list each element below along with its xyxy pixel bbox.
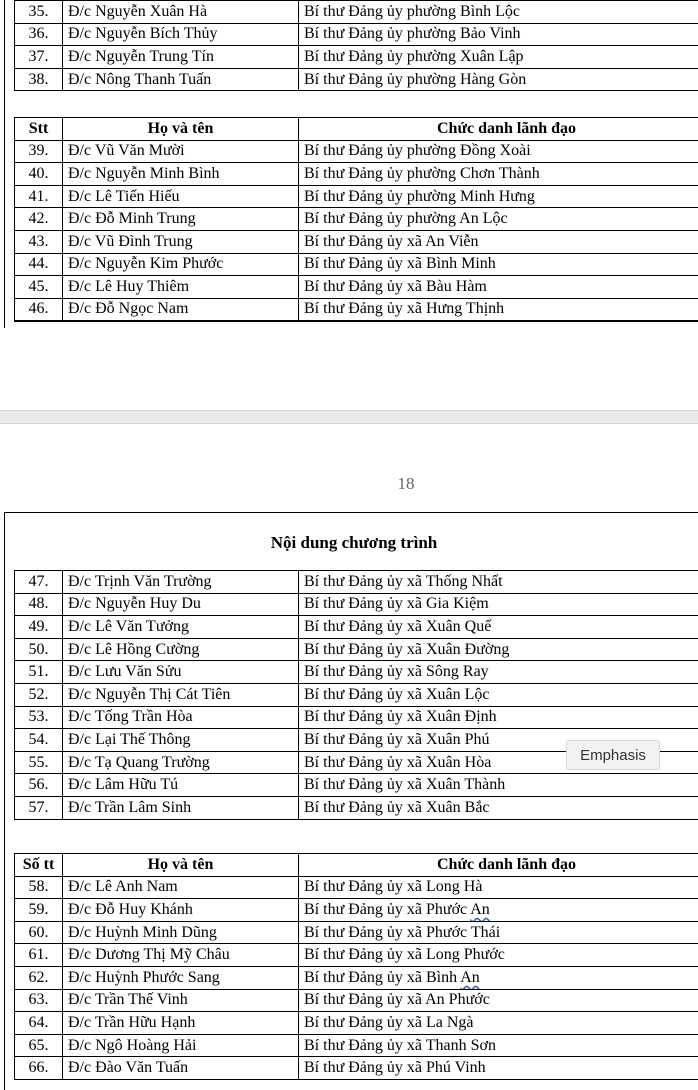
table-row bbox=[15, 23, 698, 46]
table-row bbox=[15, 683, 698, 706]
row-name: Đ/c Tạ Quang Trường bbox=[63, 751, 299, 774]
left-margin-rule bbox=[4, 0, 5, 328]
row-title: Bí thư Đảng ủy xã Xuân Bắc bbox=[299, 796, 698, 819]
leaders-table-b bbox=[14, 570, 698, 820]
row-title: Bí thư Đảng ủy xã Xuân Lộc bbox=[299, 683, 698, 706]
row-name: Đ/c Tống Trần Hòa bbox=[63, 706, 299, 729]
row-title: Bí thư Đảng ủy xã An Viễn bbox=[299, 230, 698, 253]
row-name: Đ/c Lê Tiến Hiếu bbox=[63, 185, 299, 208]
row-number: 54. bbox=[15, 729, 63, 752]
row-number: 44. bbox=[15, 253, 63, 276]
row-title: Bí thư Đảng ủy xã Thống Nhất bbox=[299, 571, 698, 594]
table-row bbox=[15, 276, 698, 299]
row-name: Đ/c Lê Huy Thiêm bbox=[63, 276, 299, 299]
row-name: Đ/c Vũ Văn Mười bbox=[63, 140, 299, 163]
row-number: 37. bbox=[15, 46, 63, 69]
row-name: Đ/c Huỳnh Minh Dũng bbox=[63, 921, 299, 944]
header-so-tt: Số tt bbox=[15, 854, 63, 877]
row-name: Đ/c Lê Văn Tưởng bbox=[63, 616, 299, 639]
row-name: Đ/c Nguyễn Thị Cát Tiên bbox=[63, 683, 299, 706]
row-title: Bí thư Đảng ủy xã Bình An bbox=[299, 966, 698, 989]
table-row bbox=[15, 185, 698, 208]
emphasis-tooltip[interactable]: Emphasis bbox=[566, 740, 660, 770]
header-title: Chức danh lãnh đạo bbox=[299, 854, 698, 877]
row-name: Đ/c Nông Thanh Tuấn bbox=[63, 68, 299, 91]
table-row bbox=[15, 1034, 698, 1057]
row-number: 35. bbox=[15, 1, 63, 24]
row-name: Đ/c Nguyễn Xuân Hà bbox=[63, 1, 299, 24]
page-separator bbox=[0, 410, 698, 424]
row-title: Bí thư Đảng ủy xã Gia Kiệm bbox=[299, 593, 698, 616]
row-name: Đ/c Đỗ Ngọc Nam bbox=[63, 298, 299, 321]
row-title: Bí thư Đảng ủy xã Bình Minh bbox=[299, 253, 698, 276]
row-number: 52. bbox=[15, 683, 63, 706]
row-title: Bí thư Đảng ủy xã La Ngà bbox=[299, 1012, 698, 1035]
spellcheck-marked-word: An bbox=[460, 968, 480, 986]
section-title: Nội dung chương trình bbox=[270, 533, 438, 552]
table-row bbox=[15, 1012, 698, 1035]
row-title: Bí thư Đảng ủy xã Bàu Hàm bbox=[299, 276, 698, 299]
row-title: Bí thư Đảng ủy xã Xuân Định bbox=[299, 706, 698, 729]
row-number: 39. bbox=[15, 140, 63, 163]
row-number: 64. bbox=[15, 1012, 63, 1035]
leaders-table-top bbox=[14, 0, 698, 91]
table-row bbox=[15, 1057, 698, 1080]
row-number: 65. bbox=[15, 1034, 63, 1057]
table-row bbox=[15, 253, 698, 276]
row-title: Bí thư Đảng ủy xã Hưng Thịnh bbox=[299, 298, 698, 321]
row-number: 51. bbox=[15, 661, 63, 684]
row-name: Đ/c Huỳnh Phước Sang bbox=[63, 966, 299, 989]
table-row bbox=[15, 163, 698, 186]
leaders-table-c bbox=[14, 853, 698, 1080]
row-name: Đ/c Đào Văn Tuấn bbox=[63, 1057, 299, 1080]
row-title: Bí thư Đảng ủy xã Xuân Quế bbox=[299, 616, 698, 639]
row-number: 66. bbox=[15, 1057, 63, 1080]
row-number: 42. bbox=[15, 208, 63, 231]
row-number: 60. bbox=[15, 921, 63, 944]
row-number: 62. bbox=[15, 966, 63, 989]
row-name: Đ/c Đỗ Huy Khánh bbox=[63, 899, 299, 922]
table-row bbox=[15, 616, 698, 639]
table-row bbox=[15, 140, 698, 163]
row-number: 36. bbox=[15, 23, 63, 46]
table-row bbox=[15, 966, 698, 989]
row-title: Bí thư Đảng ủy phường Chơn Thành bbox=[299, 163, 698, 186]
row-number: 50. bbox=[15, 638, 63, 661]
row-number: 61. bbox=[15, 944, 63, 967]
row-number: 49. bbox=[15, 616, 63, 639]
table-row bbox=[15, 774, 698, 797]
row-title: Bí thư Đảng ủy xã Thanh Sơn bbox=[299, 1034, 698, 1057]
row-name: Đ/c Dương Thị Mỹ Châu bbox=[63, 944, 299, 967]
row-name: Đ/c Nguyễn Trung Tín bbox=[63, 46, 299, 69]
row-number: 48. bbox=[15, 593, 63, 616]
row-number: 55. bbox=[15, 751, 63, 774]
row-number: 53. bbox=[15, 706, 63, 729]
table-row bbox=[15, 298, 698, 321]
row-title: Bí thư Đảng ủy xã Long Hà bbox=[299, 876, 698, 899]
row-number: 63. bbox=[15, 989, 63, 1012]
row-number: 43. bbox=[15, 230, 63, 253]
table-row bbox=[15, 989, 698, 1012]
left-margin-rule bbox=[4, 512, 5, 1090]
row-name: Đ/c Lê Hồng Cường bbox=[63, 638, 299, 661]
spellcheck-marked-word: An bbox=[470, 900, 490, 918]
row-name: Đ/c Lâm Hữu Tú bbox=[63, 774, 299, 797]
row-title: Bí thư Đảng ủy xã Long Phước bbox=[299, 944, 698, 967]
row-name: Đ/c Trịnh Văn Trường bbox=[63, 571, 299, 594]
row-title: Bí thư Đảng ủy phường Xuân Lập bbox=[299, 46, 698, 69]
table-row bbox=[15, 230, 698, 253]
table-row bbox=[15, 661, 698, 684]
table-row bbox=[15, 68, 698, 91]
row-name: Đ/c Lê Anh Nam bbox=[63, 876, 299, 899]
row-title: Bí thư Đảng ủy xã Phước Thái bbox=[299, 921, 698, 944]
row-name: Đ/c Đỗ Minh Trung bbox=[63, 208, 299, 231]
table-row bbox=[15, 46, 698, 69]
header-name: Họ và tên bbox=[63, 854, 299, 877]
row-title: Bí thư Đảng ủy phường Đồng Xoài bbox=[299, 140, 698, 163]
row-title: Bí thư Đảng ủy xã Phước An bbox=[299, 899, 698, 922]
row-title: Bí thư Đảng ủy phường Minh Hưng bbox=[299, 185, 698, 208]
table-row bbox=[15, 638, 698, 661]
row-number: 58. bbox=[15, 876, 63, 899]
table-row bbox=[15, 571, 698, 594]
table-row bbox=[15, 899, 698, 922]
table-row bbox=[15, 796, 698, 819]
header-name: Họ và tên bbox=[63, 118, 299, 141]
row-name: Đ/c Nguyễn Huy Du bbox=[63, 593, 299, 616]
table-header-row bbox=[15, 854, 698, 877]
row-name: Đ/c Trần Lâm Sinh bbox=[63, 796, 299, 819]
row-number: 40. bbox=[15, 163, 63, 186]
row-name: Đ/c Ngô Hoàng Hải bbox=[63, 1034, 299, 1057]
row-number: 59. bbox=[15, 899, 63, 922]
row-name: Đ/c Nguyễn Bích Thủy bbox=[63, 23, 299, 46]
table-row bbox=[15, 593, 698, 616]
row-title: Bí thư Đảng ủy xã Xuân Thành bbox=[299, 774, 698, 797]
row-number: 47. bbox=[15, 571, 63, 594]
row-name: Đ/c Nguyễn Kim Phước bbox=[63, 253, 299, 276]
row-title: Bí thư Đảng ủy phường Bình Lộc bbox=[299, 1, 698, 24]
row-number: 45. bbox=[15, 276, 63, 299]
table-row bbox=[15, 921, 698, 944]
row-name: Đ/c Trần Thế Vinh bbox=[63, 989, 299, 1012]
row-title: Bí thư Đảng ủy phường Hàng Gòn bbox=[299, 68, 698, 91]
row-name: Đ/c Nguyễn Minh Bình bbox=[63, 163, 299, 186]
row-name: Đ/c Lại Thế Thông bbox=[63, 729, 299, 752]
table-row bbox=[15, 876, 698, 899]
row-title: Bí thư Đảng ủy xã Xuân Đường bbox=[299, 638, 698, 661]
leaders-table-a bbox=[14, 117, 698, 322]
row-number: 46. bbox=[15, 298, 63, 321]
row-number: 38. bbox=[15, 68, 63, 91]
row-number: 56. bbox=[15, 774, 63, 797]
row-title: Bí thư Đảng ủy xã Xuân Hòa bbox=[299, 751, 698, 774]
row-title: Bí thư Đảng ủy xã Sông Ray bbox=[299, 661, 698, 684]
header-stt: Stt bbox=[15, 118, 63, 141]
table-row bbox=[15, 706, 698, 729]
row-title: Bí thư Đảng ủy phường Bảo Vinh bbox=[299, 23, 698, 46]
row-title: Bí thư Đảng ủy xã An Phước bbox=[299, 989, 698, 1012]
row-number: 41. bbox=[15, 185, 63, 208]
header-title: Chức danh lãnh đạo bbox=[299, 118, 698, 141]
table-row bbox=[15, 208, 698, 231]
row-title: Bí thư Đảng ủy phường An Lộc bbox=[299, 208, 698, 231]
table-header-row bbox=[15, 118, 698, 141]
row-name: Đ/c Vũ Đình Trung bbox=[63, 230, 299, 253]
row-number: 57. bbox=[15, 796, 63, 819]
table-row bbox=[15, 944, 698, 967]
page-number: 18 bbox=[397, 474, 415, 493]
row-title: Bí thư Đảng ủy xã Xuân Phú bbox=[299, 729, 698, 752]
row-name: Đ/c Trần Hữu Hạnh bbox=[63, 1012, 299, 1035]
row-title: Bí thư Đảng ủy xã Phú Vinh bbox=[299, 1057, 698, 1080]
row-name: Đ/c Lưu Văn Sửu bbox=[63, 661, 299, 684]
table-row bbox=[15, 1, 698, 24]
